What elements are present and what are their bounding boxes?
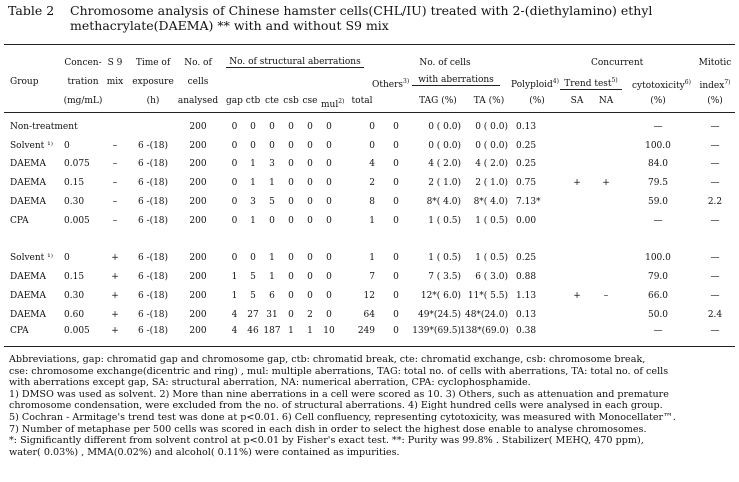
cell-group: Solvent ¹⁾ [10, 141, 53, 151]
header-trend: Trend test$^{5)}$ [560, 76, 622, 90]
cell-gap: 0 [231, 141, 238, 151]
cell-conc: 0.005 [64, 326, 90, 336]
cell-ctb: 1 [250, 178, 256, 188]
cell-gap: 0 [231, 178, 238, 188]
cell-tag: 139*(69.5) [412, 326, 461, 336]
cell-cte: 3 [269, 159, 275, 169]
cell-ctb: 5 [250, 272, 256, 282]
cell-cse: 2 [307, 310, 313, 320]
cell-others: 0 [393, 216, 399, 226]
cell-ta: 6 ( 3.0) [475, 272, 508, 282]
cell-total: 2 [369, 178, 375, 188]
cell-poly: 0.38 [516, 326, 537, 336]
cell-cyto: 79.0 [647, 272, 669, 282]
footnote-line: cse: chromosome exchange(dicentric and ring) , mul: multiple aberrations, TAG: total no. of cells with aberrations, TA: total no. of cells [9, 365, 669, 377]
cell-poly: 0.25 [516, 159, 537, 169]
cell-group: Non-treatment [10, 122, 78, 132]
top-rule [4, 44, 735, 45]
cell-gap: 1 [231, 291, 238, 301]
cell-mit: — [710, 122, 720, 132]
cell-others: 0 [393, 272, 399, 282]
cell-cse: 0 [307, 159, 313, 169]
header-cells-1: No. of [184, 58, 212, 68]
footnote-line: Abbreviations, gap: chromatid gap and chromosome gap, ctb: chromatid break, cte: chromatid exchange, csb: chromosome break, [9, 354, 646, 365]
cell-ta: 0 ( 0.0) [475, 122, 508, 132]
cell-group: DAEMA [10, 197, 46, 207]
header-cells-3: analysed [177, 96, 219, 106]
cell-group: DAEMA [10, 272, 46, 282]
cell-time: 6 -(18) [137, 291, 169, 301]
header-cells-2: cells [187, 77, 209, 87]
cell-mit: — [710, 253, 720, 263]
cell-total: 7 [369, 272, 375, 282]
cell-mit: — [710, 216, 720, 226]
cell-mul: 0 [326, 291, 332, 301]
cell-cse: 1 [307, 326, 313, 336]
cell-cte: 31 [266, 310, 278, 320]
cell-ta: 48*(24.0) [464, 310, 508, 320]
cell-ta: 11*( 5.5) [467, 291, 508, 301]
cell-ctb: 3 [250, 197, 256, 207]
cell-tag: 49*(24.5) [417, 310, 461, 320]
cell-cells: 200 [189, 159, 207, 169]
cell-time: 6 -(18) [137, 326, 169, 336]
cell-poly: 7.13* [516, 197, 541, 207]
cell-mul: 0 [326, 310, 332, 320]
cell-group: DAEMA [10, 310, 46, 320]
cell-ta: 8*( 4.0) [473, 197, 508, 207]
cell-ta: 138*(69.0) [460, 326, 509, 336]
cell-total: 12 [363, 291, 375, 301]
footnote-line: water( 0.03%) , MMA(0.02%) and alcohol( 0.11%) were contained as impurities. [9, 446, 400, 458]
header-gap: gap [226, 96, 243, 106]
cell-tag: 2 ( 1.0) [428, 178, 461, 188]
cell-cte: 0 [269, 141, 275, 151]
cell-poly: 0.25 [516, 141, 537, 151]
cell-tag: 7 ( 3.5) [428, 272, 461, 282]
cell-gap: 0 [231, 216, 238, 226]
cell-s9: + [111, 253, 119, 263]
cell-csb: 0 [288, 291, 294, 301]
cell-mul: 0 [326, 253, 332, 263]
cell-tag: 1 ( 0.5) [428, 216, 461, 226]
header-mit-1: Mitotic [698, 58, 732, 68]
cell-csb: 0 [288, 253, 294, 263]
cell-cells: 200 [189, 310, 207, 320]
cell-mul: 0 [326, 178, 332, 188]
cell-tag: 1 ( 0.5) [428, 253, 461, 263]
cell-mul: 0 [326, 216, 332, 226]
cell-csb: 0 [288, 141, 294, 151]
header-cse: cse [302, 96, 318, 106]
cell-time: 6 -(18) [137, 216, 169, 226]
header-ta: TA (%) [473, 96, 505, 106]
cell-conc: 0.005 [64, 216, 90, 226]
cell-mit: 2.4 [707, 310, 723, 320]
cell-conc: 0 [64, 253, 70, 263]
header-structural: No. of structural aberrations [226, 58, 364, 68]
header-nocells-1: No. of cells [419, 58, 471, 68]
cell-ctb: 27 [247, 310, 259, 320]
cell-conc: 0.30 [64, 291, 85, 301]
cell-tag: 12*( 6.0) [420, 291, 461, 301]
cell-group: Solvent ¹⁾ [10, 253, 53, 263]
cell-mit: 2.2 [707, 197, 723, 207]
cell-cyto: 79.5 [647, 178, 669, 188]
cell-mit: — [710, 326, 720, 336]
cell-cte: 1 [269, 253, 275, 263]
header-total: total [351, 96, 373, 106]
cell-cse: 0 [307, 178, 313, 188]
cell-group: CPA [10, 216, 29, 226]
cell-cse: 0 [307, 291, 313, 301]
cell-cse: 0 [307, 216, 313, 226]
cell-time: 6 -(18) [137, 310, 169, 320]
header-mit-3: (%) [707, 96, 723, 106]
cell-cte: 1 [269, 272, 275, 282]
header-s9-2: mix [106, 77, 124, 87]
cell-cyto: 66.0 [647, 291, 669, 301]
header-nocells-2: with aberrations [412, 76, 500, 86]
cell-cyto: — [653, 216, 663, 226]
cell-cells: 200 [189, 326, 207, 336]
cell-gap: 0 [231, 253, 238, 263]
cell-cyto: — [653, 122, 663, 132]
header-time-3: (h) [146, 96, 160, 106]
cell-cells: 200 [189, 216, 207, 226]
cell-others: 0 [393, 253, 399, 263]
cell-cells: 200 [189, 272, 207, 282]
cell-poly: 0.13 [516, 122, 537, 132]
cell-cyto: 59.0 [647, 197, 669, 207]
cell-others: 0 [393, 178, 399, 188]
cell-poly: 0.75 [516, 178, 537, 188]
cell-tag: 8*( 4.0) [426, 197, 461, 207]
cell-ctb: 0 [250, 253, 256, 263]
table-label: Table 2 [8, 3, 55, 18]
cell-total: 0 [369, 122, 375, 132]
cell-ta: 1 ( 0.5) [475, 216, 508, 226]
cell-total: 64 [363, 310, 375, 320]
cell-ta: 2 ( 1.0) [475, 178, 508, 188]
header-cyto-2: cytotoxicity$^{6)}$ [632, 79, 691, 91]
cell-cells: 200 [189, 253, 207, 263]
header-rule [4, 112, 735, 113]
cell-others: 0 [393, 326, 399, 336]
cell-total: 249 [357, 326, 375, 336]
cell-na: – [603, 291, 609, 301]
cell-tag: 0 ( 0.0) [428, 141, 461, 151]
cell-s9: – [112, 159, 118, 169]
cell-mit: — [710, 291, 720, 301]
cell-gap: 0 [231, 159, 238, 169]
cell-others: 0 [393, 291, 399, 301]
cell-total: 1 [369, 216, 375, 226]
cell-time: 6 -(18) [137, 159, 169, 169]
cell-csb: 0 [288, 310, 294, 320]
cell-cells: 200 [189, 141, 207, 151]
header-polyploid-pct: (%) [529, 96, 545, 106]
cell-group: DAEMA [10, 291, 46, 301]
cell-s9: + [111, 310, 119, 320]
cell-mul: 0 [326, 122, 332, 132]
cell-ctb: 0 [250, 141, 256, 151]
cell-group: DAEMA [10, 159, 46, 169]
cell-s9: + [111, 326, 119, 336]
cell-mul: 10 [323, 326, 335, 336]
header-cte: cte [265, 96, 279, 106]
cell-tag: 4 ( 2.0) [428, 159, 461, 169]
cell-others: 0 [393, 310, 399, 320]
cell-gap: 4 [231, 310, 238, 320]
cell-sa: + [573, 178, 581, 188]
header-tag: TAG (%) [419, 96, 457, 106]
cell-conc: 0.30 [64, 197, 85, 207]
cell-poly: 0.25 [516, 253, 537, 263]
footnote-line: 1) DMSO was used as solvent. 2) More than nine aberrations in a cell were scored as 10. 3) Others, such as attenuation and premature [9, 388, 669, 400]
cell-cse: 0 [307, 272, 313, 282]
header-mit-2: index$^{7)}$ [699, 79, 731, 91]
cell-s9: + [111, 291, 119, 301]
cell-cells: 200 [189, 122, 207, 132]
cell-ctb: 1 [250, 216, 256, 226]
header-conc-3: (mg/mL) [63, 96, 103, 106]
cell-gap: 1 [231, 272, 238, 282]
cell-csb: 0 [288, 159, 294, 169]
header-time-2: exposure [132, 77, 174, 87]
cell-cte: 6 [269, 291, 275, 301]
cell-cells: 200 [189, 291, 207, 301]
cell-tag: 0 ( 0.0) [428, 122, 461, 132]
cell-conc: 0.15 [64, 178, 85, 188]
cell-ta: 4 ( 2.0) [475, 159, 508, 169]
cell-mit: — [710, 141, 720, 151]
header-conc-2: tration [67, 77, 99, 87]
header-others: Others$^{3)}$ [372, 78, 410, 90]
cell-mit: — [710, 159, 720, 169]
cell-csb: 0 [288, 122, 294, 132]
cell-total: 8 [369, 197, 375, 207]
cell-cyto: — [653, 326, 663, 336]
cell-s9: – [112, 178, 118, 188]
cell-time: 6 -(18) [137, 253, 169, 263]
footnote-line: with aberrations except gap, SA: structural aberration, NA: numerical aberration, CPA: cyclophosphamide. [9, 377, 531, 389]
footnotes [9, 354, 734, 458]
cell-mul: 0 [326, 141, 332, 151]
cell-mit: — [710, 178, 720, 188]
bottom-rule [4, 346, 735, 347]
header-mul: mul$^{2)}$ [321, 98, 345, 110]
header-s9-1: S 9 [107, 58, 123, 68]
cell-s9: + [111, 272, 119, 282]
footnote-line: 7) Number of metaphase per 500 cells was scored in each dish in order to select the highest dose enable to analyse chromosomes. [9, 423, 647, 435]
cell-ta: 1 ( 0.5) [475, 253, 508, 263]
cell-others: 0 [393, 159, 399, 169]
cell-cse: 0 [307, 122, 313, 132]
cell-cte: 187 [263, 326, 281, 336]
cell-conc: 0.15 [64, 272, 85, 282]
cell-total: 1 [369, 253, 375, 263]
cell-group: CPA [10, 326, 29, 336]
cell-cyto: 100.0 [645, 253, 671, 263]
cell-cse: 0 [307, 141, 313, 151]
cell-csb: 0 [288, 272, 294, 282]
cell-conc: 0.075 [64, 159, 90, 169]
cell-others: 0 [393, 197, 399, 207]
cell-gap: 0 [231, 197, 238, 207]
cell-time: 6 -(18) [137, 141, 169, 151]
header-polyploid: Polyploid$^{4)}$ [511, 78, 559, 90]
cell-cells: 200 [189, 197, 207, 207]
cell-csb: 0 [288, 178, 294, 188]
cell-others: 0 [393, 122, 399, 132]
cell-time: 6 -(18) [137, 178, 169, 188]
cell-csb: 0 [288, 197, 294, 207]
cell-cte: 0 [269, 216, 275, 226]
cell-cte: 5 [269, 197, 275, 207]
cell-mit: — [710, 272, 720, 282]
cell-ctb: 5 [250, 291, 256, 301]
cell-csb: 0 [288, 216, 294, 226]
cell-conc: 0.60 [64, 310, 85, 320]
cell-time: 6 -(18) [137, 197, 169, 207]
cell-cyto: 50.0 [647, 310, 669, 320]
footnote-line: chromosome condensation, were excluded from the no. of structural aberrations. 4) Eight hundred cells were analysed in each group. [9, 400, 663, 412]
cell-group: DAEMA [10, 178, 46, 188]
cell-cyto: 100.0 [645, 141, 671, 151]
cell-total: 0 [369, 141, 375, 151]
cell-ctb: 0 [250, 122, 256, 132]
footnote-line: *: Significantly different from solvent control at p<0.01 by Fisher's exact test. **: Purity was 99.8% . Stabilizer( MEHQ, 470 ppm), [9, 435, 644, 447]
cell-s9: – [112, 197, 118, 207]
cell-cte: 1 [269, 178, 275, 188]
cell-others: 0 [393, 141, 399, 151]
header-sa: SA [570, 96, 584, 106]
cell-cse: 0 [307, 253, 313, 263]
cell-s9: – [112, 216, 118, 226]
cell-time: 6 -(18) [137, 272, 169, 282]
cell-ctb: 1 [250, 159, 256, 169]
header-conc-1: Concen- [64, 58, 102, 68]
cell-mul: 0 [326, 159, 332, 169]
header-cyto-1: Concurrent [591, 58, 644, 68]
cell-poly: 0.00 [516, 216, 537, 226]
footnote-line: 5) Cochran - Armitage's trend test was done at p<0.01. 6) Cell confluency, representing cytotoxicity, was measured with Monocellater™. [9, 411, 676, 423]
cell-cyto: 84.0 [647, 159, 669, 169]
cell-total: 4 [369, 159, 375, 169]
cell-mul: 0 [326, 197, 332, 207]
cell-cte: 0 [269, 122, 275, 132]
cell-na: + [602, 178, 610, 188]
cell-conc: 0 [64, 141, 70, 151]
header-na: NA [598, 96, 614, 106]
cell-poly: 1.13 [516, 291, 537, 301]
cell-cse: 0 [307, 197, 313, 207]
cell-csb: 1 [288, 326, 294, 336]
table-title: Chromosome analysis of Chinese hamster cells(CHL/IU) treated with 2-(diethylamino) ethyl methacrylate(DAEMA) ** with and without S9 mix [70, 3, 653, 33]
cell-mul: 0 [326, 272, 332, 282]
cell-gap: 4 [231, 326, 238, 336]
header-time-1: Time of [135, 58, 171, 68]
header-cyto-3: (%) [650, 96, 666, 106]
cell-sa: + [573, 291, 581, 301]
cell-cells: 200 [189, 178, 207, 188]
cell-s9: – [112, 141, 118, 151]
cell-ta: 0 ( 0.0) [475, 141, 508, 151]
header-ctb: ctb [245, 96, 261, 106]
header-csb: csb [283, 96, 299, 106]
cell-poly: 0.13 [516, 310, 537, 320]
cell-poly: 0.88 [516, 272, 537, 282]
cell-gap: 0 [231, 122, 238, 132]
cell-ctb: 46 [247, 326, 259, 336]
header-group: Group [10, 77, 39, 87]
